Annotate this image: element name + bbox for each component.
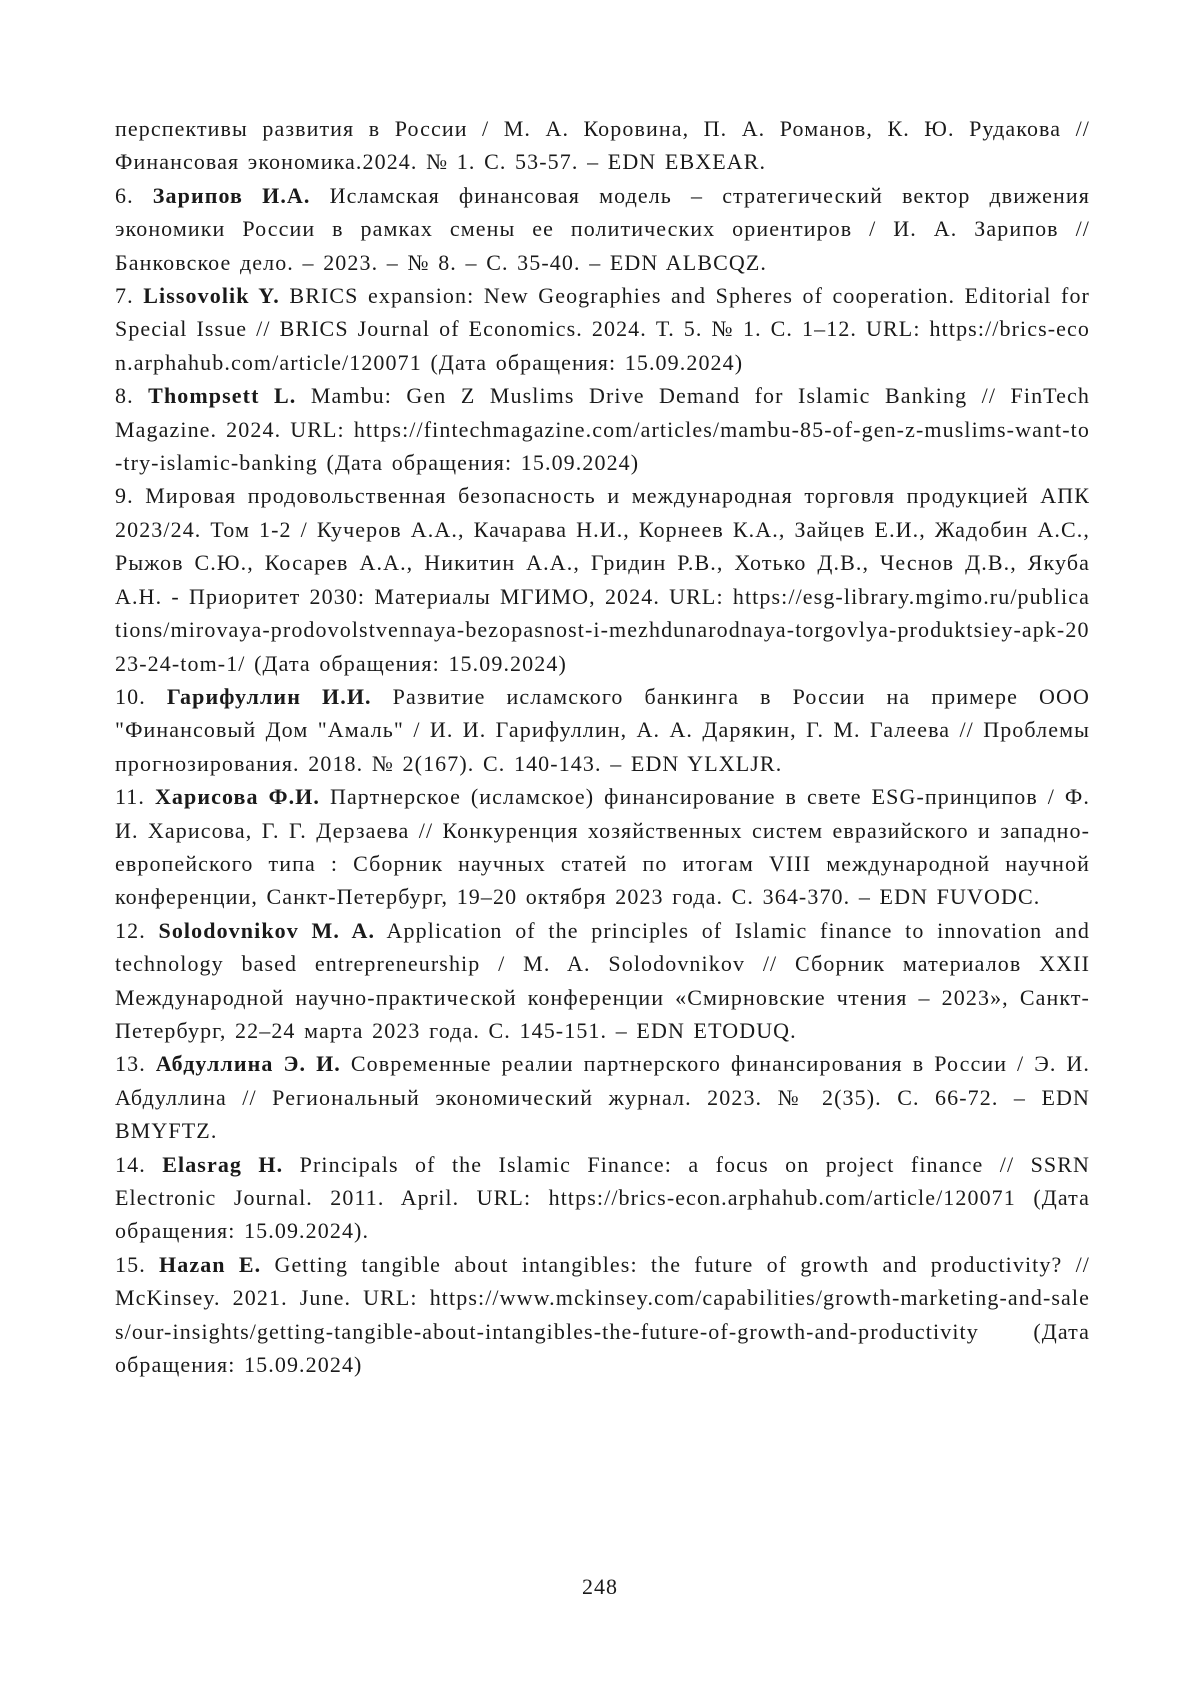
reference-access-date: (Дата обращения: 15.09.2024) (430, 349, 744, 375)
reference-text: Партнерское (исламское) финансирование в свете ESG-принципов / Ф. И. Харисова, Г. Г. Дерзаева // Конкуренция хозяйственных систем евразийского и западно-европейского типа : Сборник научных статей по итогам VIII международной научной конференции, Санкт-Петербург, 19–20 октября 2023 года. С. 364-370. – EDN FUVODC. (115, 784, 1090, 910)
reference-access-date: (Дата обращения: 15.09.2024) (326, 450, 640, 476)
reference-url[interactable]: https://brics-econ.arphahub.com/article/120071 (548, 1185, 1016, 1210)
reference-number: 9. (115, 483, 134, 509)
reference-url[interactable]: https://brics-econ.arphahub.com/article/120071 (115, 316, 1090, 375)
reference-text: Principals of the Islamic Finance: a focus on project finance // SSRN Electronic Journal. 2011. April. URL: (115, 1151, 1090, 1210)
reference-number: 7. (115, 283, 134, 309)
reference-url[interactable]: https://esg-library.mgimo.ru/publications/mirovaya-prodovolstvennaya-bezopasnost-i-mezhdunarodnaya-torgovlya-produktsiey-apk-2023-24-tom-1/ (115, 583, 1090, 676)
reference-list (115, 112, 1090, 1381)
reference-author: Зарипов И.А. (152, 182, 311, 208)
reference-text: перспективы развития в России / М. А. Коровина, П. А. Романов, К. Ю. Рудакова // Финансовая экономика.2024. № 1. С. 53-57. – EDN EBXEAR. (115, 116, 1090, 175)
reference-url[interactable]: https://www.mckinsey.com/capabilities/growth-marketing-and-sales/our-insights/getting-tangible-about-intangibles-the-future-of-growth-and-productivity (115, 1285, 1090, 1344)
reference-entry-11 (115, 780, 1090, 914)
reference-entry-9 (115, 479, 1090, 679)
reference-entry-6 (115, 179, 1090, 279)
reference-entry-10 (115, 680, 1090, 780)
reference-author: Solodovnikov M. A. (158, 917, 376, 943)
reference-number: 6. (115, 182, 134, 208)
reference-number: 15. (115, 1251, 146, 1277)
reference-entry-14 (115, 1148, 1090, 1248)
reference-number: 8. (115, 383, 134, 409)
reference-author: Thompsett L. (148, 383, 297, 409)
reference-author: Гарифуллин И.И. (166, 683, 372, 709)
page-number: 248 (582, 1574, 618, 1599)
reference-entry-continued (115, 112, 1090, 179)
reference-entry-13 (115, 1047, 1090, 1147)
reference-number: 13. (115, 1051, 146, 1077)
reference-access-date: (Дата обращения: 15.09.2024). (115, 1185, 1091, 1244)
reference-text: BRICS expansion: New Geographies and Spheres of cooperation. Editorial for Special Issue // BRICS Journal of Economics. 2024. Т. 5. № 1. С. 1–12. URL: (115, 283, 1090, 342)
reference-number: 14. (115, 1151, 146, 1177)
reference-number: 11. (115, 784, 145, 810)
reference-text: Getting tangible about intangibles: the future of growth and productivity? // McKinsey. 2021. June. URL: (115, 1251, 1090, 1311)
reference-entry-7 (115, 279, 1090, 379)
reference-url[interactable]: https://fintechmagazine.com/articles/mambu-85-of-gen-z-muslims-want-to-try-islamic-banking (115, 416, 1090, 476)
reference-text: Мировая продовольственная безопасность и международная торговля продукцией АПК 2023/24. Том 1-2 / Кучеров А.А., Качарава Н.И., Корнеев К.А., Зайцев Е.И., Жадобин А.С., Рыжов С.Ю., Косарев А.А., Никитин А.А., Гридин Р.В., Хотько Д.В., Чеснов Д.В., Якуба А.Н. - Приоритет 2030: Материалы МГИМО, 2024. URL: (115, 483, 1090, 609)
reference-number: 12. (115, 917, 146, 943)
reference-access-date: (Дата обращения: 15.09.2024) (115, 1318, 1090, 1378)
reference-author: Харисова Ф.И. (154, 784, 320, 810)
reference-text: Развитие исламского банкинга в России на примере ООО "Финансовый Дом "Амаль" / И. И. Гарифуллин, А. А. Дарякин, Г. М. Галеева // Проблемы прогнозирования. 2018. № 2(167). С. 140-143. – EDN YLXLJR. (115, 683, 1090, 776)
reference-author: Lissovolik Y. (143, 283, 280, 309)
reference-text: Современные реалии партнерского финансирования в России / Э. И. Абдуллина // Региональный экономический журнал. 2023. № 2(35). С. 66-72. – EDN BMYFTZ. (115, 1051, 1091, 1144)
reference-entry-8 (115, 379, 1090, 479)
reference-entry-12 (115, 914, 1090, 1048)
reference-number: 10. (115, 683, 146, 709)
reference-author: Hazan E. (159, 1251, 262, 1277)
reference-text: Mambu: Gen Z Muslims Drive Demand for Islamic Banking // FinTech Magazine. 2024. URL: (115, 383, 1091, 442)
reference-author: Абдуллина Э. И. (155, 1051, 341, 1077)
reference-entry-15 (115, 1248, 1090, 1382)
reference-text: Application of the principles of Islamic finance to innovation and technology based entrepreneurship / M. A. Solodovnikov // Сборник материалов XXII Международной научно-практической конференции «Смирновские чтения – 2023», Санкт-Петербург, 22–24 марта 2023 года. С. 145-151. – EDN ETODUQ. (115, 917, 1090, 1043)
reference-author: Elasrag H. (162, 1151, 284, 1177)
reference-text: Исламская финансовая модель – стратегический вектор движения экономики России в рамках смены ее политических ориентиров / И. А. Зарипов // Банковское дело. – 2023. – № 8. – С. 35-40. – EDN ALBCQZ. (115, 182, 1090, 275)
reference-access-date: (Дата обращения: 15.09.2024) (254, 650, 567, 676)
